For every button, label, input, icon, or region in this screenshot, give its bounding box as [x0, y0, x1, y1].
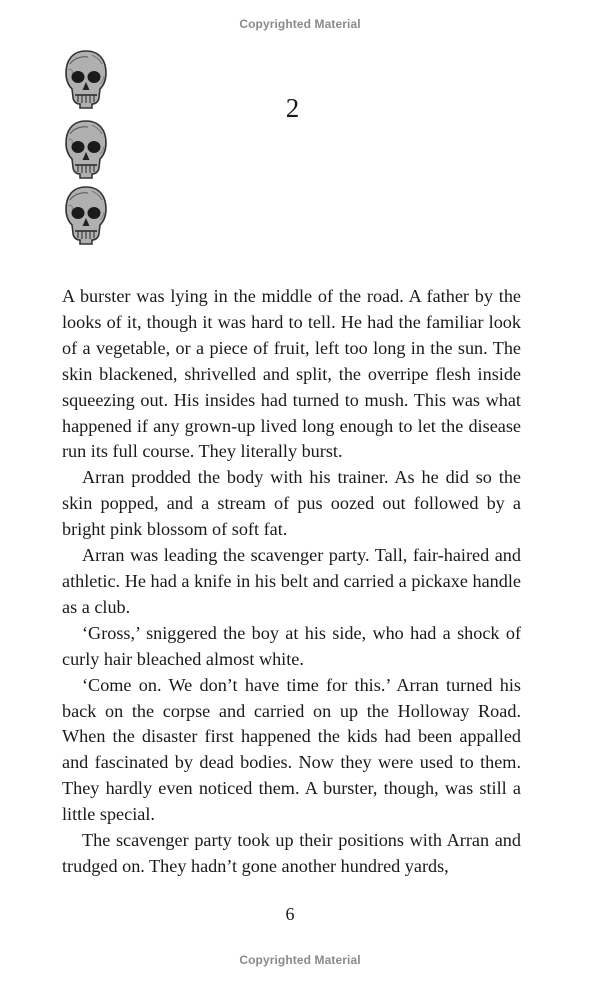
page-number: 6 [285, 904, 295, 924]
skull-icon [62, 184, 110, 248]
chapter-body [62, 284, 521, 880]
paragraph: A burster was lying in the middle of the road. A father by the looks of it, though it was hard to tell. He had the familiar look of a vegetable, or a piece of fruit, left too long in the sun. The skin blackened, shrivelled and split, the overripe flesh inside squeezing out. His insides had turned to mush. This was what happened if any grown-up lived long enough to let the disease run its full course. They literally burst. [62, 286, 521, 462]
paragraph: The scavenger party took up their positions with Arran and trudged on. They hadn’t gone another hundred yards, [62, 830, 521, 876]
paragraph: ‘Come on. We don’t have time for this.’ Arran turned his back on the corpse and carried on up the Holloway Road. When the disaster first happened the kids had been appalled and fascinated by dead bodies. Now they were used to them. They hardly even noticed them. A burster, though, was still a little special. [62, 674, 521, 825]
copyright-watermark-bottom: Copyrighted Material [239, 953, 361, 967]
skull-icon [62, 118, 110, 182]
paragraph: ‘Gross,’ sniggered the boy at his side, who had a shock of curly hair bleached almost white. [62, 622, 521, 669]
paragraph: Arran was leading the scavenger party. Tall, fair-haired and athletic. He had a knife in his belt and carried a pickaxe handle as a club. [62, 545, 521, 617]
copyright-watermark-top: Copyrighted Material [239, 17, 361, 31]
paragraph: Arran prodded the body with his trainer. As he did so the skin popped, and a stream of pus oozed out followed by a bright pink blossom of soft fat. [62, 467, 521, 540]
chapter-number: 2 [285, 93, 300, 123]
